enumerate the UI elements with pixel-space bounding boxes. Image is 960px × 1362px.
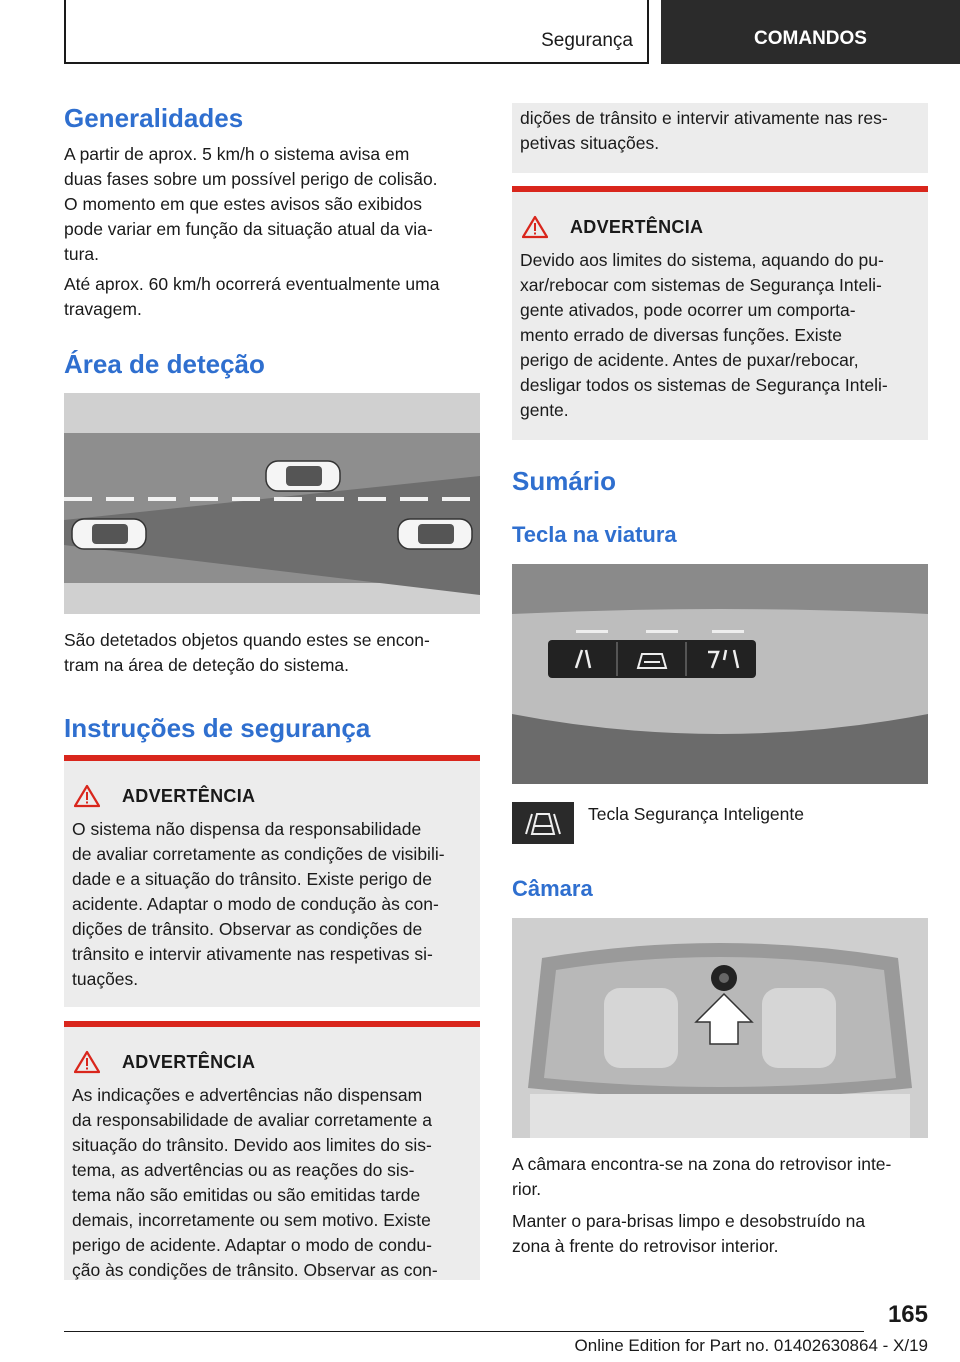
tecla-legend bbox=[512, 802, 928, 844]
footer-divider bbox=[64, 1331, 864, 1332]
warning-box-3 bbox=[512, 186, 928, 440]
warning-text-continued: dições de trânsito e intervir ativamente nas res- petivas situações. bbox=[520, 108, 888, 153]
warning-triangle-icon bbox=[522, 215, 548, 239]
camera-rear-window-photo bbox=[512, 918, 928, 1138]
own-car-icon bbox=[72, 519, 146, 549]
warning-text-1: O sistema não dispensa da responsabilidade de avaliar corretamente as condições de visibili- dade e a situação do trânsito. Existe perigo de acidente. Adaptar o modo de condução às con- dições de trânsito. Observar as condições de trânsito e intervir ativamente nas respetivas si- tuações. bbox=[72, 819, 445, 989]
header-section-box bbox=[64, 0, 649, 64]
header-chapter-tab bbox=[661, 0, 960, 64]
intelligent-safety-button-icon bbox=[512, 802, 574, 844]
paragraph-camara-2: Manter o para-brisas limpo e desobstruído na zona à frente do retrovisor interior. bbox=[512, 1211, 866, 1256]
footer-edition: Online Edition for Part no. 01402630864 - X/19 bbox=[574, 1336, 928, 1355]
warning-box-2 bbox=[64, 1021, 480, 1280]
warning-text-2: As indicações e advertências não dispensam da responsabilidade de avaliar corretamente a situação do trânsito. Devido aos limites do sis- tema, as advertências ou as reações do sis- tema não são emitidas ou são emitidas tarde demais, incorretamente ou sem motivo. Existe perigo de acidente. Adaptar o modo de condu- ção às condições de trânsito. Observar as con- bbox=[72, 1085, 438, 1280]
warning-text-3: Devido aos limites do sistema, aquando do pu- xar/rebocar com sistemas de Segurança Inteli- gente ativados, pode ocorrer um comporta- mento errado de diversas funções. Existe perigo de acidente. Antes de puxar/rebocar, desligar todos os sistemas de Segurança Inteli- gente. bbox=[520, 250, 888, 420]
warning-box-continued bbox=[512, 103, 928, 173]
car-ahead-icon bbox=[266, 461, 340, 491]
heading-camara: Câmara bbox=[512, 876, 593, 901]
heading-area-detecao: Área de deteção bbox=[64, 349, 265, 379]
warning-title: ADVERTÊNCIA bbox=[122, 1051, 256, 1072]
warning-triangle-icon bbox=[74, 784, 100, 808]
page-number: 165 bbox=[887, 1301, 928, 1328]
warning-title: ADVERTÊNCIA bbox=[570, 216, 704, 237]
header-chapter-title: COMANDOS bbox=[754, 28, 867, 49]
car-right-icon bbox=[398, 519, 472, 549]
detection-area-illustration bbox=[64, 393, 480, 614]
paragraph-camara-1: A câmara encontra-se na zona do retrovisor inte- rior. bbox=[512, 1154, 892, 1199]
heading-instrucoes-seguranca: Instruções de segurança bbox=[64, 713, 371, 743]
paragraph-generalidades-1: A partir de aprox. 5 km/h o sistema avisa em duas fases sobre um possível perigo de colisão. O momento em que estes avisos são exibidos pode variar em função da situação atual da via- tura. bbox=[64, 144, 438, 264]
heading-tecla-viatura: Tecla na viatura bbox=[512, 522, 677, 547]
heading-sumario: Sumário bbox=[512, 466, 617, 496]
header-section-title: Segurança bbox=[541, 30, 633, 51]
warning-title: ADVERTÊNCIA bbox=[122, 785, 256, 806]
warning-triangle-icon bbox=[74, 1050, 100, 1074]
button-panel-photo bbox=[512, 564, 928, 784]
warning-box-1 bbox=[64, 755, 480, 1007]
heading-generalidades: Generalidades bbox=[64, 103, 244, 133]
caption-area-detecao: São detetados objetos quando estes se encon- tram na área de deteção do sistema. bbox=[64, 630, 430, 675]
paragraph-generalidades-2: Até aprox. 60 km/h ocorrerá eventualmente uma travagem. bbox=[64, 274, 440, 319]
tecla-label: Tecla Segurança Inteligente bbox=[588, 804, 804, 824]
